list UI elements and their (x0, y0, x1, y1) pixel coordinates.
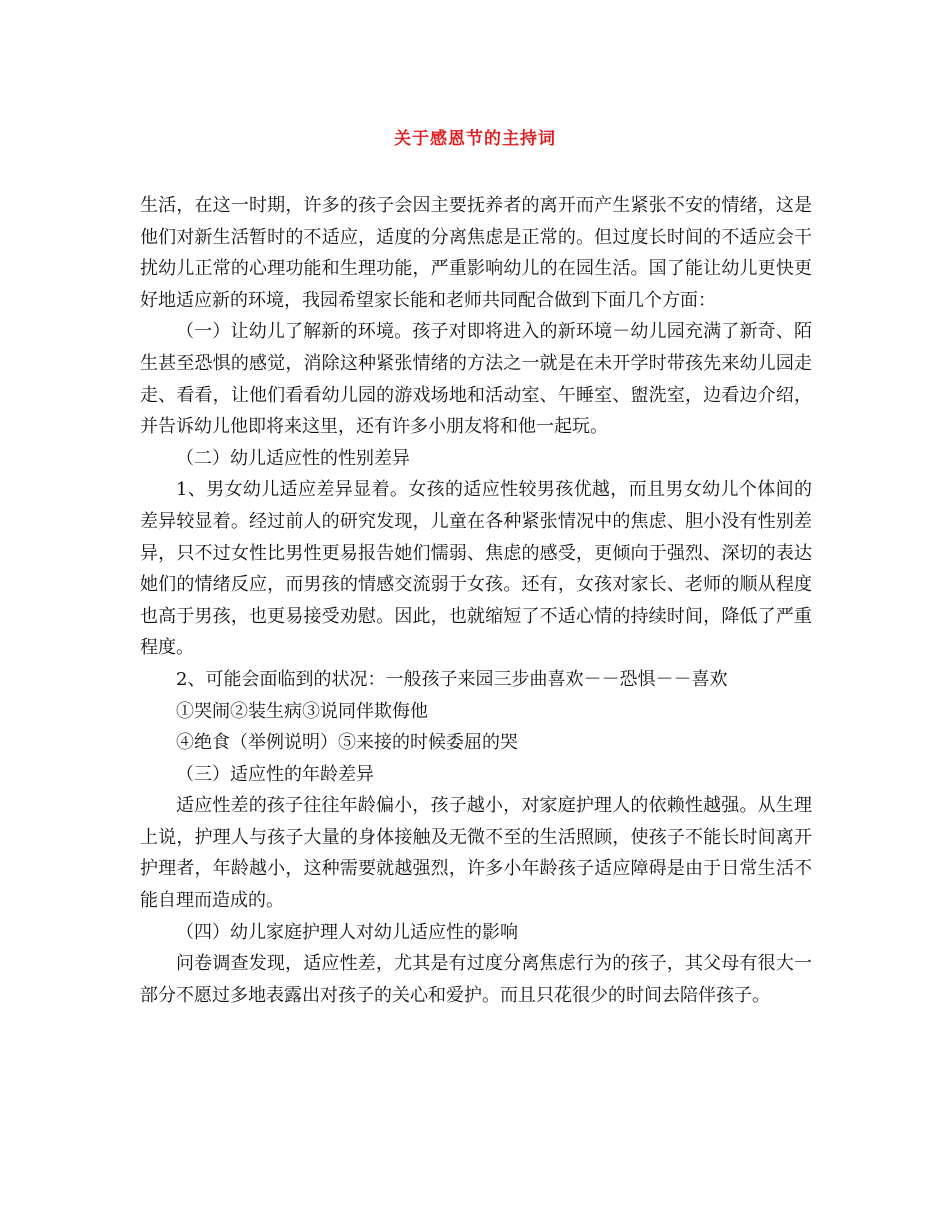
paragraph-intro: 生活，在这一时期，许多的孩子会因主要抚养者的离开而产生紧张不安的情绪，这是他们对新生活暂时的不适应，适度的分离焦虑是正常的。但过度长时间的不适应会干扰幼儿正常的心理功能和生理功能，严重影响幼儿的在园生活。国了能让幼儿更快更好地适应新的环境，我园希望家长能和老师共同配合做到下面几个方面： (140, 195, 812, 311)
paragraph-survey: 问卷调查发现，适应性差，尤其是有过度分离焦虑行为的孩子，其父母有很大一部分不愿过多地表露出对孩子的关心和爱护。而且只花很少的时间去陪伴孩子。 (140, 953, 812, 1006)
heading-section-3: （三）适应性的年龄差异 (176, 763, 374, 785)
list-line-1: ①哭闹②装生病③说同伴欺侮他 (176, 700, 428, 722)
paragraph-possible-situations: 2、可能会面临到的状况：一般孩子来园三步曲喜欢－－恐惧－－喜欢 (176, 668, 728, 690)
paragraph-gender-difference: 1、男女幼儿适应差异显着。女孩的适应性较男孩优越，而且男女幼儿个体间的差异较显着。经过前人的研究发现，儿童在各种紧张情况中的焦虑、胆小没有性别差异，只不过女性比男性更易报告她们懦弱、焦虑的感受，更倾向于强烈、深切的表达她们的情绪反应，而男孩的情感交流弱于女孩。还有，女孩对家长、老师的顺从程度也高于男孩，也更易接受劝慰。因此，也就缩短了不适心情的持续时间，降低了严重程度。 (140, 479, 812, 659)
document-body (140, 190, 812, 1011)
paragraph-section-1: （一）让幼儿了解新的环境。孩子对即将进入的新环境－幼儿园充满了新奇、陌生甚至恐惧的感觉，消除这种紧张情绪的方法之一就是在未开学时带孩先来幼儿园走走、看看，让他们看看幼儿园的游戏场地和活动室、午睡室、盥洗室，边看边介绍，并告诉幼儿他即将来这里，还有许多小朋友将和他一起玩。 (140, 321, 812, 438)
heading-section-4: （四）幼儿家庭护理人对幼儿适应性的影响 (176, 921, 518, 943)
heading-section-2: （二）幼儿适应性的性别差异 (176, 447, 410, 469)
document-title: 关于感恩节的主持词 (394, 129, 556, 149)
paragraph-age-difference: 适应性差的孩子往往年龄偏小，孩子越小，对家庭护理人的依赖性越强。从生理上说，护理人与孩子大量的身体接触及无微不至的生活照顾，使孩子不能长时间离开护理者，年龄越小，这种需要就越强烈，许多小年龄孩子适应障碍是由于日常生活不能自理而造成的。 (140, 795, 812, 912)
list-line-2: ④绝食（举例说明）⑤来接的时候委屈的哭 (176, 732, 518, 754)
